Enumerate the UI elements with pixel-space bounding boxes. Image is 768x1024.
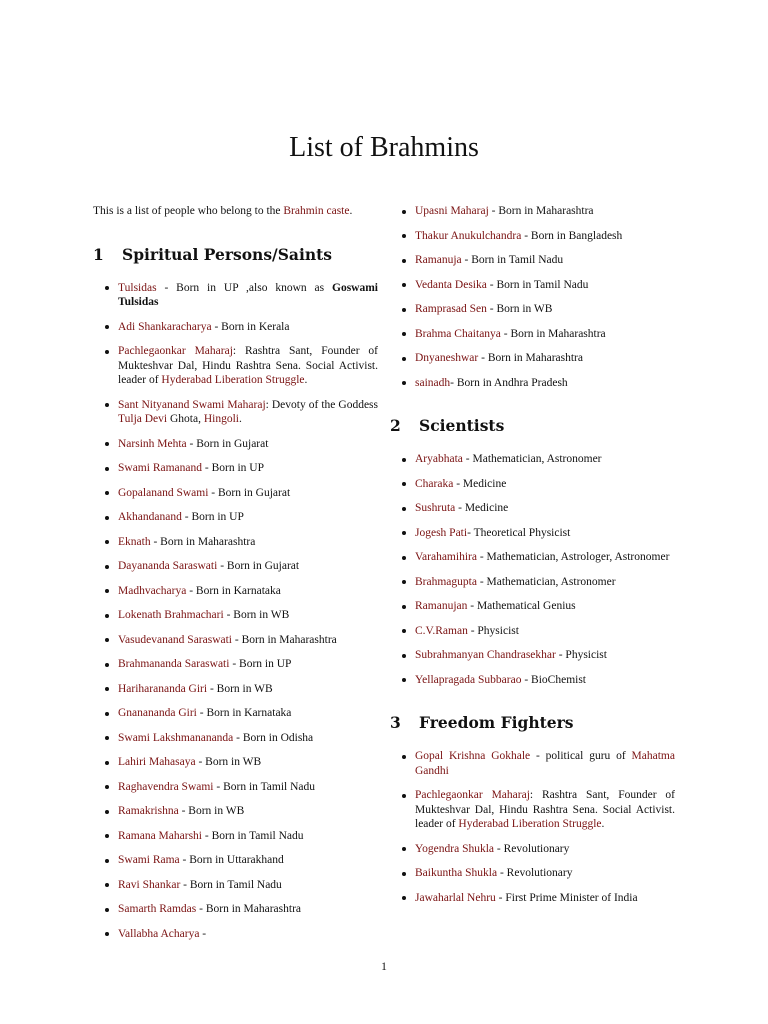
intro-paragraph — [93, 204, 378, 219]
item-text: - Born in Maharashtra — [488, 205, 594, 217]
section-title: Spiritual Persons/Saints — [122, 244, 332, 264]
page-number: 1 — [381, 961, 387, 973]
list-item — [93, 510, 378, 525]
item-text: - Born in Tamil Nadu — [461, 254, 564, 266]
wiki-link[interactable]: Hyderabad Liberation Struggle — [161, 374, 305, 386]
item-text: - Born in Gujarat — [208, 486, 291, 499]
bullet-icon — [105, 467, 109, 471]
item-text: - Mathematician, Astronomer — [462, 453, 602, 465]
wiki-link[interactable]: Mahatma Gandhi — [415, 750, 675, 777]
page-title: List of Brahmins — [289, 131, 479, 163]
wiki-link[interactable]: Samarth Ramdas — [118, 903, 197, 915]
bullet-icon — [402, 332, 406, 336]
wiki-link[interactable]: Upasni Maharaj — [415, 205, 489, 217]
wiki-link[interactable]: Eknath — [118, 535, 151, 548]
section-number: 1 — [93, 244, 104, 264]
list-item — [93, 398, 378, 427]
wiki-link[interactable]: Tulsidas — [118, 281, 157, 294]
bullet-icon — [402, 556, 406, 560]
wiki-link[interactable]: Ramanujan — [415, 600, 468, 612]
bullet-icon — [105, 712, 109, 716]
item-text: - Mathematician, Astronomer — [476, 575, 616, 588]
wiki-link[interactable]: Ramprasad Sen — [415, 303, 487, 315]
list-item — [93, 829, 378, 844]
wiki-link[interactable]: Gnanananda Giri — [118, 707, 197, 719]
list-item — [93, 281, 378, 310]
bullet-icon — [105, 589, 109, 593]
item-text: - Born in Maharashtra — [232, 633, 337, 646]
wiki-link[interactable]: Tulja Devi — [118, 413, 168, 425]
left-column — [93, 204, 378, 951]
bullet-icon — [402, 482, 406, 486]
bullet-icon — [402, 234, 406, 238]
bullet-icon — [402, 794, 406, 798]
list-item — [93, 927, 378, 942]
bullet-icon — [402, 507, 406, 511]
wiki-link[interactable]: Madhvacharya — [118, 584, 187, 597]
item-text: - Born in WB — [178, 805, 245, 817]
item-text: - Born in Kerala — [211, 320, 290, 333]
bullet-icon — [402, 629, 406, 633]
list-item — [390, 648, 675, 663]
bullet-icon — [105, 403, 109, 407]
item-text: - — [199, 927, 207, 940]
item-text: - Born in Andhra Pradesh — [450, 376, 568, 389]
list-item — [390, 575, 675, 590]
bullet-icon — [105, 785, 109, 789]
wiki-link[interactable]: Hariharananda Giri — [118, 682, 208, 695]
list-item — [93, 633, 378, 648]
wiki-link[interactable]: Brahmananda Saraswati — [118, 658, 230, 670]
item-text: - Medicine — [455, 502, 509, 514]
wiki-link[interactable]: Aryabhata — [415, 453, 463, 465]
list-item — [390, 327, 675, 342]
bullet-icon — [105, 932, 109, 936]
list-item — [93, 902, 378, 917]
wiki-link[interactable]: Ravi Shankar — [118, 878, 181, 891]
list-item — [93, 486, 378, 501]
item-text: - Born in Karnataka — [196, 707, 292, 719]
list-item — [93, 608, 378, 623]
list-item — [93, 682, 378, 697]
wiki-link[interactable]: Subrahmanyan Chandrasekhar — [415, 649, 556, 661]
item-text: - Born in Tamil Nadu — [202, 829, 304, 842]
list-item — [390, 526, 675, 541]
bullet-icon — [402, 678, 406, 682]
item-text: - Physicist — [555, 649, 607, 661]
item-text: Ghota, — [167, 413, 204, 425]
list-item — [93, 584, 378, 599]
bullet-icon — [105, 516, 109, 520]
item-text: - Born in WB — [207, 682, 273, 695]
item-text: - Born in UP — [202, 462, 264, 474]
list-item — [93, 559, 378, 574]
item-text: - Born in Odisha — [233, 731, 314, 744]
item-text: - Medicine — [453, 477, 507, 490]
section-title: Scientists — [419, 416, 505, 435]
bullet-icon — [402, 458, 406, 462]
item-text: - Born in UP — [181, 511, 244, 523]
bullet-icon — [105, 540, 109, 544]
item-text: - Born in Tamil Nadu — [180, 878, 282, 891]
wiki-link[interactable]: Ramanuja — [415, 254, 462, 266]
item-text: - Born in Karnataka — [186, 584, 281, 597]
wiki-link[interactable]: Baikuntha Shukla — [415, 867, 498, 879]
wiki-link[interactable]: Thakur Anukulchandra — [415, 229, 522, 242]
item-text: . — [304, 374, 308, 386]
wiki-link[interactable]: Adi Shankaracharya — [118, 320, 212, 333]
bullet-icon — [105, 883, 109, 887]
bullet-icon — [105, 908, 109, 912]
bullet-icon — [402, 308, 406, 312]
bullet-icon — [402, 896, 406, 900]
wiki-link[interactable]: Yellapragada Subbarao — [415, 673, 522, 686]
wiki-link[interactable]: Vedanta Desika — [415, 278, 487, 291]
wiki-link[interactable]: Sant Nityanand Swami Maharaj — [118, 398, 266, 411]
item-text: : Rashtra Sant, Founder of Mukteshvar Dal, Hindu Rashtra Sena. Social Activist. leader of — [118, 345, 378, 386]
list-item — [93, 780, 378, 795]
item-text: - Born in Tamil Nadu — [213, 780, 316, 793]
list-item — [390, 624, 675, 639]
list-item — [390, 278, 675, 293]
wiki-link[interactable]: Hyderabad Liberation Struggle — [458, 818, 602, 830]
bullet-icon — [402, 210, 406, 214]
bold-text: Goswami Tulsidas — [118, 281, 378, 308]
list-item — [93, 535, 378, 550]
list-item — [390, 501, 675, 516]
item-text: - Born in Maharashtra — [478, 352, 583, 364]
list-item — [93, 755, 378, 770]
wiki-link[interactable]: Dayananda Saraswati — [118, 560, 218, 572]
item-text: - Mathematical Genius — [467, 600, 576, 612]
wiki-link[interactable]: Akhandanand — [118, 511, 182, 523]
bullet-icon — [402, 357, 406, 361]
item-text: - Revolutionary — [494, 842, 570, 855]
bullet-icon — [402, 381, 406, 385]
item-text: - Born in WB — [486, 303, 553, 315]
section-heading-freedom-fighters — [390, 713, 675, 733]
item-text: - Born in Maharashtra — [196, 903, 301, 915]
scientists-list — [390, 452, 675, 687]
item-text: - Born in UP — [229, 658, 292, 670]
list-item — [93, 706, 378, 721]
bullet-icon — [105, 325, 109, 329]
item-text: - Revolutionary — [497, 867, 573, 879]
right-column — [390, 204, 675, 915]
list-item — [390, 452, 675, 467]
intro-text: This is a list of people who belong to the — [93, 205, 284, 217]
bullet-icon — [402, 654, 406, 658]
item-text: - Born in Tamil Nadu — [486, 278, 589, 291]
wiki-link[interactable]: Ramakrishna — [118, 805, 179, 817]
list-item — [390, 788, 675, 832]
list-item — [390, 302, 675, 317]
item-text: - Theoretical Physicist — [467, 526, 571, 539]
bullet-icon — [105, 736, 109, 740]
list-item — [390, 673, 675, 688]
bullet-icon — [402, 605, 406, 609]
list-item — [93, 461, 378, 476]
saints-list-continued — [390, 204, 675, 390]
section-heading-spiritual — [93, 245, 378, 265]
item-text: . — [601, 818, 605, 830]
item-text: - Born in Gujarat — [217, 560, 300, 572]
wiki-link[interactable]: Yogendra Shukla — [415, 842, 495, 855]
section-heading-scientists — [390, 416, 675, 436]
list-item — [390, 749, 675, 778]
list-item — [390, 253, 675, 268]
bullet-icon — [402, 531, 406, 535]
bullet-icon — [105, 614, 109, 618]
bullet-icon — [105, 442, 109, 446]
bullet-icon — [105, 761, 109, 765]
wiki-link[interactable]: Ramana Maharshi — [118, 829, 202, 842]
wiki-link[interactable]: Lahiri Mahasaya — [118, 756, 196, 768]
wiki-link[interactable]: Vasudevanand Saraswati — [118, 633, 233, 646]
wiki-link[interactable]: Swami Rama — [118, 854, 180, 866]
bullet-icon — [105, 565, 109, 569]
bullet-icon — [402, 259, 406, 263]
list-item — [93, 437, 378, 452]
list-item — [93, 320, 378, 335]
list-item — [390, 842, 675, 857]
wiki-link[interactable]: Pachlegaonkar Maharaj — [415, 789, 530, 801]
wiki-link[interactable]: Swami Ramanand — [118, 462, 202, 474]
item-text: : Rashtra Sant, Founder of Mukteshvar Dal, Hindu Rashtra Sena. Social Activist. leader of — [415, 789, 675, 830]
bullet-icon — [402, 872, 406, 876]
list-item — [93, 344, 378, 388]
wiki-link[interactable]: Gopalanand Swami — [118, 486, 209, 499]
item-text: - Physicist — [467, 624, 519, 637]
list-item — [390, 229, 675, 244]
list-item — [390, 550, 675, 565]
bullet-icon — [105, 663, 109, 667]
item-text: - Born in Gujarat — [186, 437, 269, 450]
bullet-icon — [105, 834, 109, 838]
item-text: - political guru of — [530, 750, 632, 762]
wiki-link[interactable]: Varahamihira — [415, 551, 477, 563]
list-item — [93, 731, 378, 746]
section-title: Freedom Fighters — [419, 713, 574, 732]
wiki-link[interactable]: Dnyaneshwar — [415, 352, 479, 364]
section-number: 2 — [390, 416, 401, 435]
item-text: - Born in WB — [223, 609, 290, 621]
list-item — [390, 351, 675, 366]
bullet-icon — [105, 687, 109, 691]
wiki-link[interactable]: Jogesh Pati — [415, 526, 468, 539]
saints-list — [93, 281, 378, 942]
section-number: 3 — [390, 713, 401, 732]
bullet-icon — [402, 847, 406, 851]
item-text: - First Prime Minister of India — [495, 891, 638, 904]
list-item — [390, 376, 675, 391]
wiki-link[interactable]: Brahmagupta — [415, 575, 477, 588]
wiki-link[interactable]: Pachlegaonkar Maharaj — [118, 345, 233, 357]
wiki-link[interactable]: Charaka — [415, 477, 454, 490]
bullet-icon — [105, 491, 109, 495]
wiki-link[interactable]: Narsinh Mehta — [118, 437, 187, 450]
wiki-link[interactable]: Brahma Chaitanya — [415, 327, 501, 340]
list-item — [390, 866, 675, 881]
item-text: - Born in Uttarakhand — [179, 854, 284, 866]
wiki-link[interactable]: Raghavendra Swami — [118, 780, 214, 793]
list-item — [93, 853, 378, 868]
item-text: - Born in WB — [195, 756, 262, 768]
list-item — [93, 878, 378, 893]
wiki-link[interactable]: Vallabha Acharya — [118, 927, 200, 940]
wiki-link[interactable]: Gopal Krishna Gokhale — [415, 750, 531, 762]
list-item — [390, 204, 675, 219]
bullet-icon — [402, 755, 406, 759]
wiki-link[interactable]: Hingoli — [203, 413, 239, 425]
list-item — [93, 804, 378, 819]
wiki-link[interactable]: Lokenath Brahmachari — [118, 609, 224, 621]
bullet-icon — [105, 638, 109, 642]
wiki-link[interactable]: C.V.Raman — [415, 624, 468, 637]
item-text: - Born in Maharashtra — [150, 535, 256, 548]
list-item — [390, 599, 675, 614]
list-item — [390, 477, 675, 492]
bullet-icon — [402, 283, 406, 287]
item-text: - Born in Maharashtra — [500, 327, 606, 340]
item-text: - Born in Bangladesh — [521, 229, 623, 242]
bullet-icon — [402, 580, 406, 584]
bullet-icon — [105, 286, 109, 290]
wiki-link[interactable]: Jawaharlal Nehru — [415, 891, 496, 904]
wiki-link[interactable]: sainadh — [415, 376, 451, 389]
bullet-icon — [105, 859, 109, 863]
list-item — [390, 891, 675, 906]
freedom-fighters-list — [390, 749, 675, 905]
wiki-link[interactable]: Swami Lakshmanananda — [118, 731, 234, 744]
wiki-link[interactable]: Sushruta — [415, 502, 456, 514]
list-item — [93, 657, 378, 672]
item-text: . — [238, 413, 242, 425]
intro-period: . — [349, 205, 353, 217]
brahmin-caste-link[interactable]: Brahmin caste — [283, 205, 350, 217]
bullet-icon — [105, 810, 109, 814]
item-text: - Mathematician, Astrologer, Astronomer — [476, 551, 670, 563]
item-text: - BioChemist — [521, 673, 586, 686]
bullet-icon — [105, 350, 109, 354]
item-text: : Devoty of the Goddess — [265, 398, 378, 411]
item-text: - Born in UP ,also known as — [156, 281, 332, 294]
